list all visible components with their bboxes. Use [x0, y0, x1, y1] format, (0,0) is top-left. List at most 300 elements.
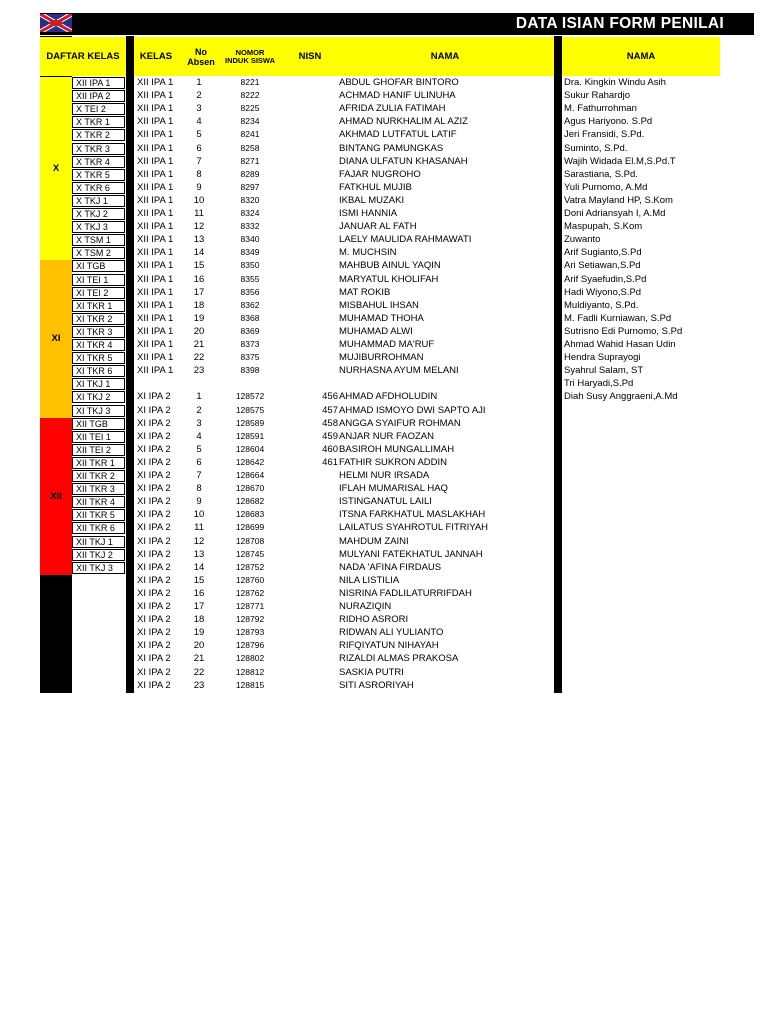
student-name: LAELY MAULIDA RAHMAWATI	[339, 234, 472, 246]
student-kelas: XI IPA 2	[137, 470, 171, 481]
class-item[interactable]: XI TKJ 2	[72, 391, 125, 403]
student-kelas: XI IPA 2	[137, 430, 171, 442]
student-nisn: 461	[322, 456, 338, 468]
table-row	[0, 299, 554, 312]
student-nis: 8258	[240, 142, 260, 153]
flag-logo	[40, 14, 72, 32]
student-name: MUHAMMAD MA'RUF	[339, 339, 435, 350]
student-name: NADA 'AFINA FIRDAUS	[339, 561, 442, 573]
student-name: RIZALDI ALMAS PRAKOSA	[339, 653, 459, 665]
student-kelas: XI IPA 2	[137, 614, 171, 626]
student-kelas: XII IPA 1	[137, 312, 174, 324]
student-name: SASKIA PUTRI	[339, 666, 404, 678]
class-item[interactable]: X TKR 5	[72, 169, 125, 181]
student-kelas: XII IPA 1	[137, 103, 174, 115]
student-kelas: XII IPA 1	[137, 299, 174, 311]
student-no: 5	[196, 443, 202, 455]
teacher-name: M. Fadli Kurniawan, S.Pd	[564, 312, 672, 324]
student-no: 10	[193, 509, 205, 521]
teacher-name: Agus Hariyono. S.Pd	[564, 116, 653, 128]
student-name: ANGGA SYAIFUR ROHMAN	[339, 417, 461, 429]
student-no: 3	[196, 417, 202, 429]
student-no: 16	[193, 587, 205, 599]
table-row	[0, 312, 554, 325]
student-nis: 8222	[240, 90, 260, 101]
table-row	[0, 404, 554, 417]
student-kelas: XII IPA 1	[137, 234, 174, 246]
student-name: ANJAR NUR FAOZAN	[339, 430, 435, 442]
table-row	[0, 574, 554, 587]
student-no: 7	[196, 470, 202, 481]
table-row	[0, 142, 554, 155]
teacher-name: Wajih Widada El.M,S.Pd.T	[564, 155, 676, 167]
teacher-name: Tri Haryadi,S.Pd	[564, 378, 634, 390]
student-kelas: XI IPA 2	[137, 509, 171, 521]
student-name: SITI ASRORIYAH	[339, 679, 414, 691]
student-no: 18	[193, 614, 205, 626]
student-no: 5	[196, 129, 202, 141]
student-no: 2	[196, 90, 202, 102]
student-name: MAHDUM ZAINI	[339, 535, 409, 547]
table-row	[0, 521, 554, 534]
student-kelas: XI IPA 2	[137, 483, 171, 495]
student-nisn: 457	[322, 404, 338, 416]
header-nomor-induk: NOMOR INDUK SISWA	[224, 47, 275, 65]
student-kelas: XII IPA 1	[137, 325, 174, 337]
column-separator	[554, 36, 562, 693]
student-name: MUHAMAD THOHA	[339, 312, 424, 324]
student-no: 1	[196, 77, 202, 88]
table-row	[0, 508, 554, 521]
student-kelas: XI IPA 2	[137, 601, 171, 612]
student-no: 11	[194, 208, 204, 219]
student-no: 11	[194, 522, 204, 534]
teacher-name: Ari Setiawan,S.Pd	[564, 260, 641, 272]
teacher-name: Dra. Kingkin Windu Asih	[564, 77, 666, 88]
table-row	[0, 207, 554, 220]
student-nis: 8368	[240, 312, 260, 323]
student-name: M. MUCHSIN	[339, 247, 397, 259]
table-row	[0, 220, 554, 233]
student-name: RIFQIYATUN NIHAYAH	[339, 640, 439, 652]
table-row	[0, 128, 554, 141]
student-no: 21	[193, 339, 205, 350]
student-nis: 128745	[235, 548, 265, 559]
student-kelas: XI IPA 2	[137, 574, 171, 586]
group-label: XI	[40, 260, 72, 417]
student-nisn: 456	[322, 391, 338, 403]
student-kelas: XII IPA 1	[137, 129, 174, 141]
student-nis: 128589	[235, 417, 265, 428]
student-no: 18	[193, 299, 205, 311]
student-kelas: XI IPA 2	[137, 627, 171, 639]
student-name: MUHAMAD ALWI	[339, 325, 413, 337]
class-item[interactable]: XII TKJ 1	[72, 536, 125, 548]
student-name: BASIROH MUNGALLIMAH	[339, 443, 455, 455]
student-nisn: 458	[322, 417, 338, 429]
student-no: 20	[193, 640, 205, 652]
table-row	[0, 338, 554, 351]
student-nis: 128575	[235, 404, 265, 415]
student-kelas: XII IPA 1	[137, 194, 174, 206]
student-no: 13	[193, 234, 205, 246]
table-row	[0, 443, 554, 456]
student-nis: 128682	[235, 496, 265, 507]
class-item[interactable]: XII TEI 1	[72, 431, 125, 443]
student-nis: 128699	[235, 522, 265, 533]
student-no: 22	[193, 352, 205, 364]
student-nis: 8340	[240, 234, 260, 245]
student-name: AKHMAD LUTFATUL LATIF	[339, 129, 457, 141]
student-kelas: XI IPA 2	[137, 548, 171, 560]
student-name: FATHIR SUKRON ADDIN	[339, 456, 448, 468]
class-item[interactable]: XII IPA 2	[72, 90, 125, 102]
student-nis: 128802	[235, 653, 265, 664]
student-nis: 8289	[240, 168, 260, 179]
student-no: 2	[196, 404, 202, 416]
class-item[interactable]: X TKR 3	[72, 143, 125, 155]
student-nis: 8350	[240, 260, 260, 271]
teacher-name: Ahmad Wahid Hasan Udin	[564, 339, 676, 350]
class-item[interactable]: X TKR 4	[72, 156, 125, 168]
student-kelas: XII IPA 1	[137, 142, 174, 154]
student-nis: 8320	[240, 194, 260, 205]
student-kelas: XII IPA 1	[137, 247, 174, 259]
student-kelas: XII IPA 1	[137, 339, 174, 350]
student-name: ITSNA FARKHATUL MASLAKHAH	[339, 509, 486, 521]
student-kelas: XI IPA 2	[137, 417, 171, 429]
table-row	[0, 390, 554, 403]
teacher-name: Sukur Rahardjo	[564, 90, 631, 102]
student-nis: 8356	[240, 286, 260, 297]
student-nis: 8355	[240, 273, 260, 284]
class-item[interactable]: XII TKR 3	[72, 483, 125, 495]
table-row	[0, 76, 554, 89]
student-name: BINTANG PAMUNGKAS	[339, 142, 444, 154]
student-no: 19	[193, 312, 205, 324]
table-row	[0, 155, 554, 168]
student-name: ISTINGANATUL LAILI	[339, 496, 432, 508]
student-nis: 128572	[235, 391, 265, 402]
student-no: 9	[196, 181, 202, 193]
table-row	[0, 626, 554, 639]
table-row	[0, 115, 554, 128]
student-no: 14	[193, 247, 205, 259]
table-row	[0, 469, 554, 482]
teacher-name: Muldiyanto, S.Pd.	[564, 299, 639, 311]
table-row	[0, 430, 554, 443]
class-item[interactable]: XI TEI 1	[72, 274, 125, 286]
class-item[interactable]: XII TEI 2	[72, 444, 125, 456]
student-no: 16	[193, 273, 205, 285]
student-kelas: XII IPA 1	[137, 181, 174, 193]
class-item[interactable]: XI TKJ 1	[72, 378, 125, 390]
student-name: AHMAD AFDHOLUDIN	[339, 391, 438, 403]
student-kelas: XI IPA 2	[137, 391, 171, 403]
student-nis: 8297	[240, 181, 260, 192]
title-bar	[40, 13, 754, 35]
student-kelas: XI IPA 2	[137, 404, 171, 416]
student-name: HELMI NUR IRSADA	[339, 470, 430, 481]
student-kelas: XI IPA 2	[137, 587, 171, 599]
class-item[interactable]: XII TGB	[72, 418, 125, 430]
header-no-absen: No Absen	[187, 46, 215, 67]
student-no: 10	[193, 194, 205, 206]
student-kelas: XII IPA 1	[137, 286, 174, 298]
class-item[interactable]: XII TKR 6	[72, 522, 125, 534]
student-kelas: XII IPA 1	[137, 168, 174, 180]
header-nama: NAMA	[430, 51, 460, 62]
teacher-name: Doni Adriansyah I, A.Md	[564, 208, 666, 219]
student-kelas: XI IPA 2	[137, 443, 171, 455]
table-row	[0, 194, 554, 207]
student-no: 6	[196, 456, 202, 468]
class-item[interactable]: XI TKR 3	[72, 326, 125, 338]
student-kelas: XII IPA 1	[137, 273, 174, 285]
header-kelas: KELAS	[139, 51, 173, 62]
class-item[interactable]: XII TKR 2	[72, 470, 125, 482]
student-nis: 128792	[235, 614, 265, 625]
teacher-name: Suminto, S.Pd.	[564, 142, 628, 154]
student-kelas: XI IPA 2	[137, 666, 171, 678]
table-row	[0, 377, 554, 390]
student-nis: 128812	[235, 666, 265, 677]
student-nis: 8271	[240, 155, 260, 166]
student-nis: 8398	[240, 365, 260, 376]
class-item[interactable]: X TEI 2	[72, 103, 125, 115]
student-name: MISBAHUL IHSAN	[339, 299, 419, 311]
class-item[interactable]: XII TKJ 3	[72, 562, 125, 574]
student-nisn: 459	[322, 430, 338, 442]
teacher-name: Hendra Suprayogi	[564, 352, 641, 364]
class-item[interactable]: XII TKJ 2	[72, 549, 125, 561]
student-nis: 8332	[240, 221, 260, 232]
student-name: MUJIBURROHMAN	[339, 352, 424, 364]
student-nisn: 460	[322, 443, 338, 455]
student-nis: 128793	[235, 627, 265, 638]
class-item[interactable]: XII IPA 1	[72, 77, 125, 89]
table-row	[0, 548, 554, 561]
table-row	[0, 600, 554, 613]
student-nis: 128760	[235, 574, 265, 585]
student-kelas: XII IPA 1	[137, 77, 174, 88]
student-name: MAT ROKIB	[339, 286, 391, 298]
student-nis: 128604	[235, 443, 265, 454]
student-kelas: XII IPA 1	[137, 155, 174, 167]
table-row	[0, 652, 554, 665]
student-nis: 8234	[240, 116, 260, 127]
student-no: 20	[193, 325, 205, 337]
student-kelas: XI IPA 2	[137, 679, 171, 691]
student-nis: 128771	[235, 601, 265, 611]
student-no: 23	[193, 679, 205, 691]
table-row	[0, 273, 554, 286]
student-no: 4	[196, 430, 202, 442]
class-item[interactable]: XI TKR 4	[72, 339, 125, 351]
table-row	[0, 456, 554, 469]
class-item[interactable]: XII TKR 1	[72, 457, 125, 469]
teacher-name: Arif Syaefudin,S.Pd	[564, 273, 647, 285]
table-row	[0, 613, 554, 626]
student-name: DIANA ULFATUN KHASANAH	[339, 155, 468, 167]
table-row	[0, 666, 554, 679]
student-nis: 128796	[235, 640, 265, 651]
teacher-name: Sarastiana, S.Pd.	[564, 168, 638, 180]
table-row	[0, 495, 554, 508]
student-name: RIDHO ASRORI	[339, 614, 409, 626]
student-kelas: XII IPA 1	[137, 208, 174, 219]
group-label: XII	[40, 418, 72, 575]
teacher-name: Syahrul Salam, ST	[564, 365, 644, 377]
class-item[interactable]: X TSM 2	[72, 247, 125, 259]
student-nis: 128664	[235, 470, 265, 480]
student-nis: 8221	[240, 77, 260, 87]
class-item[interactable]: XI TKR 6	[72, 365, 125, 377]
table-row	[0, 364, 554, 377]
student-name: AHMAD ISMOYO DWI SAPTO AJI	[339, 404, 486, 416]
student-kelas: XII IPA 1	[137, 221, 174, 233]
student-no: 8	[196, 483, 202, 495]
student-name: ABDUL GHOFAR BINTORO	[339, 77, 459, 88]
teacher-name: M. Fathurrohman	[564, 103, 637, 115]
table-row	[0, 417, 554, 430]
class-item[interactable]: X TKR 6	[72, 182, 125, 194]
student-kelas: XI IPA 2	[137, 640, 171, 652]
student-kelas: XI IPA 2	[137, 561, 171, 573]
student-name: FATKHUL MUJIB	[339, 181, 412, 193]
student-no: 23	[193, 365, 205, 377]
header-nama-penilai: NAMA	[562, 37, 720, 76]
student-kelas: XII IPA 1	[137, 116, 174, 128]
teacher-name: Arif Sugianto,S.Pd	[564, 247, 642, 259]
student-name: AHMAD NURKHALIM AL AZIZ	[339, 116, 468, 128]
teacher-name: Jeri Fransidi, S.Pd.	[564, 129, 645, 141]
class-item[interactable]: XI TKR 5	[72, 352, 125, 364]
page-title: DATA ISIAN FORM PENILAI	[515, 15, 724, 32]
table-row	[0, 351, 554, 364]
student-name: NURHASNA AYUM MELANI	[339, 365, 459, 377]
student-name: MAHBUB AINUL YAQIN	[339, 260, 441, 272]
student-nis: 128591	[235, 430, 265, 441]
student-name: MARYATUL KHOLIFAH	[339, 273, 439, 285]
student-kelas: XII IPA 1	[137, 365, 174, 377]
table-row	[0, 535, 554, 548]
class-item[interactable]: X TKR 1	[72, 116, 125, 128]
student-no: 17	[193, 286, 205, 298]
class-item[interactable]: XI TEI 2	[72, 287, 125, 299]
class-item[interactable]: X TKJ 1	[72, 195, 125, 207]
class-item[interactable]: XII TKR 4	[72, 496, 125, 508]
student-kelas: XII IPA 1	[137, 260, 174, 272]
table-row	[0, 181, 554, 194]
teacher-name: Diah Susy Anggraeni,A.Md	[564, 391, 678, 403]
student-nis: 128642	[235, 456, 265, 467]
class-item[interactable]: X TKR 2	[72, 129, 125, 141]
student-no: 9	[196, 496, 202, 508]
table-row	[0, 259, 554, 272]
class-item[interactable]: X TKJ 3	[72, 221, 125, 233]
student-no: 22	[193, 666, 205, 678]
table-row	[0, 482, 554, 495]
table-row	[0, 89, 554, 102]
student-kelas: XII IPA 1	[137, 352, 174, 364]
student-no: 3	[196, 103, 202, 115]
student-name: FAJAR NUGROHO	[339, 168, 421, 180]
teacher-name: Vatra Mayland HP, S.Kom	[564, 194, 673, 206]
student-nis: 128815	[235, 679, 265, 690]
student-no: 14	[193, 561, 205, 573]
student-name: AFRIDA ZULIA FATIMAH	[339, 103, 446, 115]
table-row	[0, 246, 554, 259]
table-row	[0, 168, 554, 181]
group-label: X	[40, 77, 72, 260]
student-no: 6	[196, 142, 202, 154]
student-name: NURAZIQIN	[339, 601, 392, 612]
class-item[interactable]: X TSM 1	[72, 234, 125, 246]
student-kelas: XI IPA 2	[137, 535, 171, 547]
student-kelas: XI IPA 2	[137, 522, 171, 534]
student-no: 4	[196, 116, 202, 128]
student-nis: 8362	[240, 299, 260, 310]
student-name: RIDWAN ALI YULIANTO	[339, 627, 444, 639]
class-item[interactable]: XI TKR 2	[72, 313, 125, 325]
student-nis: 128683	[235, 509, 265, 520]
class-item[interactable]: XI TGB	[72, 260, 125, 272]
student-name: LAILATUS SYAHROTUL FITRIYAH	[339, 522, 489, 534]
student-no: 15	[193, 260, 205, 272]
student-no: 21	[193, 653, 205, 665]
student-name: NILA LISTILIA	[339, 574, 400, 586]
student-name: ISMI HANNIA	[339, 208, 398, 219]
student-nis: 128762	[235, 587, 265, 598]
student-name: IFLAH MUMARISAL HAQ	[339, 483, 448, 495]
student-no: 13	[193, 548, 205, 560]
student-no: 19	[193, 627, 205, 639]
student-nis: 8324	[240, 208, 260, 218]
table-row	[0, 233, 554, 246]
class-item[interactable]: XI TKR 1	[72, 300, 125, 312]
class-item[interactable]: XI TKJ 3	[72, 405, 125, 417]
student-name: IKBAL MUZAKI	[339, 194, 405, 206]
header-daftar-kelas: DAFTAR KELAS	[40, 37, 126, 76]
teacher-name: Yuli Purnomo, A.Md	[564, 181, 648, 193]
student-no: 8	[196, 168, 202, 180]
student-nis: 8369	[240, 325, 260, 336]
teacher-name: Maspupah, S.Kom	[564, 221, 643, 233]
table-row	[0, 286, 554, 299]
student-kelas: XI IPA 2	[137, 456, 171, 468]
student-no: 12	[193, 221, 205, 233]
student-name: JANUAR AL FATH	[339, 221, 417, 233]
table-row	[0, 587, 554, 600]
student-nis: 8375	[240, 352, 260, 363]
teacher-name: Sutrisno Edi Purnomo, S.Pd	[564, 325, 683, 337]
class-item[interactable]: X TKJ 2	[72, 208, 125, 220]
student-kelas: XI IPA 2	[137, 653, 171, 665]
table-row	[0, 639, 554, 652]
class-item[interactable]: XII TKR 5	[72, 509, 125, 521]
student-kelas: XI IPA 2	[137, 496, 171, 508]
student-nis: 8349	[240, 247, 260, 258]
table-row	[0, 679, 554, 692]
table-row	[0, 102, 554, 115]
student-name: ACHMAD HANIF ULINUHA	[339, 90, 456, 102]
header-nisn: NISN	[298, 51, 322, 62]
table-row	[0, 561, 554, 574]
student-no: 12	[193, 535, 205, 547]
teacher-name: Hadi Wiyono,S.Pd	[564, 286, 642, 298]
table-row	[0, 325, 554, 338]
